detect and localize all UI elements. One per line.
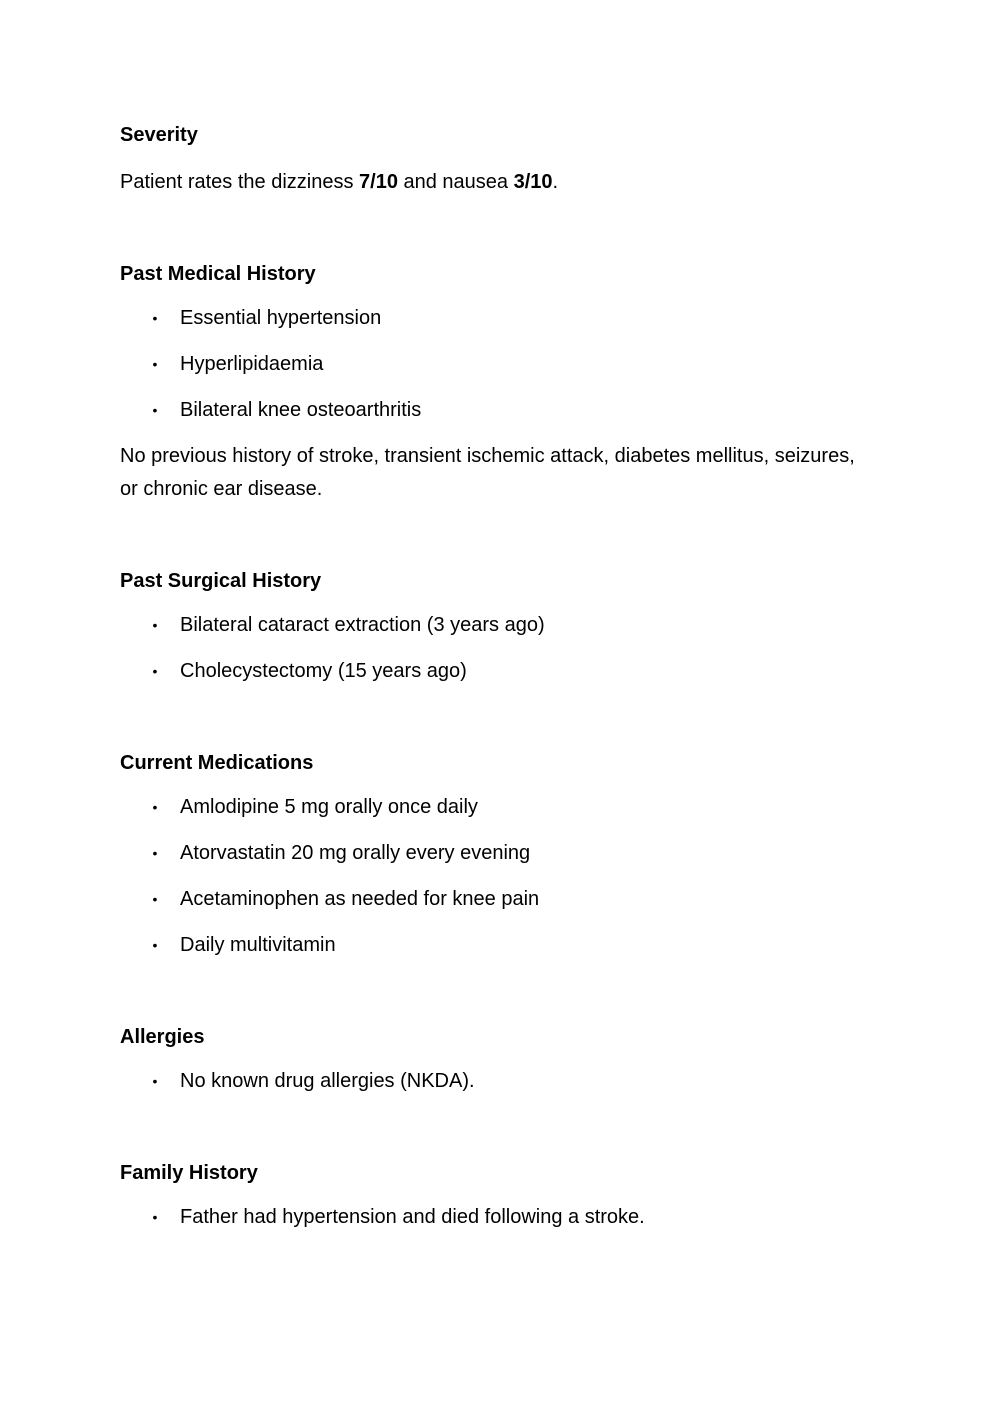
- current-medications-list: [120, 791, 860, 962]
- dizziness-score: 7/10: [359, 171, 398, 193]
- list-item: [120, 394, 860, 427]
- list-item-text: Hyperlipidaemia: [180, 353, 324, 375]
- severity-text-part-3: .: [552, 171, 559, 193]
- list-item: [120, 1065, 860, 1098]
- bullet-icon: •: [152, 617, 158, 633]
- list-item: [120, 348, 860, 381]
- list-item: [120, 655, 860, 688]
- severity-section: [120, 120, 860, 199]
- past-surgical-history-heading: Past Surgical History: [120, 570, 322, 592]
- past-medical-history-list: [120, 302, 860, 427]
- bullet-icon: •: [152, 402, 158, 418]
- list-item: [120, 609, 860, 642]
- list-item: [120, 791, 860, 824]
- list-item-text: Father had hypertension and died following a stroke.: [180, 1206, 645, 1228]
- bullet-icon: •: [152, 1073, 158, 1089]
- allergies-list: [120, 1065, 860, 1098]
- nausea-score: 3/10: [513, 171, 553, 193]
- list-item-text: Acetaminophen as needed for knee pain: [180, 888, 540, 910]
- bullet-icon: •: [152, 356, 158, 372]
- severity-text-part-1: Patient rates the dizziness: [120, 171, 360, 193]
- document-content: [120, 120, 860, 1234]
- bullet-icon: •: [152, 799, 158, 815]
- bullet-icon: •: [152, 891, 158, 907]
- past-surgical-history-list: [120, 609, 860, 688]
- severity-heading: Severity: [120, 124, 198, 146]
- severity-text-part-2: and nausea: [397, 171, 514, 193]
- bullet-icon: •: [152, 845, 158, 861]
- list-item-text: Bilateral knee osteoarthritis: [180, 399, 422, 421]
- list-item: [120, 302, 860, 335]
- list-item-text: Bilateral cataract extraction (3 years ago): [180, 614, 545, 636]
- list-item-text: Atorvastatin 20 mg orally every evening: [180, 842, 531, 864]
- bullet-icon: •: [152, 310, 158, 326]
- current-medications-section: [120, 748, 860, 962]
- past-medical-history-heading: Past Medical History: [120, 263, 316, 285]
- allergies-section: [120, 1022, 860, 1098]
- bullet-icon: •: [152, 1209, 158, 1225]
- list-item-text: Cholecystectomy (15 years ago): [180, 660, 467, 682]
- family-history-list: [120, 1201, 860, 1234]
- severity-text: [120, 166, 860, 199]
- list-item: [120, 883, 860, 916]
- list-item: [120, 1201, 860, 1234]
- past-surgical-history-section: [120, 566, 860, 688]
- bullet-icon: •: [152, 663, 158, 679]
- past-medical-history-section: [120, 259, 860, 506]
- past-medical-history-note: No previous history of stroke, transient ischemic attack, diabetes mellitus, seizures, or chronic ear disease.: [120, 445, 855, 500]
- list-item: [120, 929, 860, 962]
- current-medications-heading: Current Medications: [120, 752, 314, 774]
- bullet-icon: •: [152, 937, 158, 953]
- list-item: [120, 837, 860, 870]
- allergies-heading: Allergies: [120, 1026, 205, 1048]
- family-history-section: [120, 1158, 860, 1234]
- family-history-heading: Family History: [120, 1162, 258, 1184]
- list-item-text: Daily multivitamin: [180, 934, 336, 956]
- list-item-text: Essential hypertension: [180, 307, 382, 329]
- list-item-text: Amlodipine 5 mg orally once daily: [180, 796, 478, 818]
- list-item-text: No known drug allergies (NKDA).: [180, 1070, 475, 1092]
